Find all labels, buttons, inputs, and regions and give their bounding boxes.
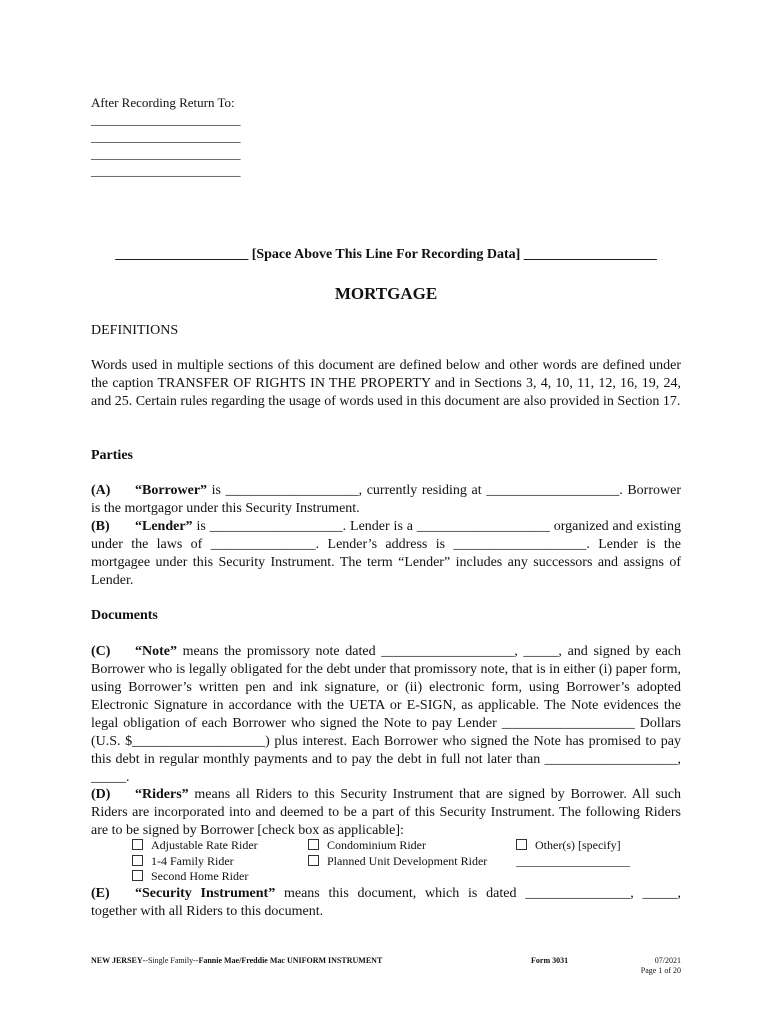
definition-term: “Lender”: [135, 519, 193, 534]
rider-option-condo[interactable]: Condominium Rider: [308, 838, 426, 854]
checkbox[interactable]: [516, 839, 527, 850]
footer-family: --Single Family--: [142, 956, 199, 965]
footer-page-number: Page 1 of 20: [640, 966, 681, 975]
definition-e: [91, 885, 681, 921]
definition-text: is ___________________, currently residing at ___________________. Borrower is the mortgagor under this Security Instrument.: [91, 483, 681, 516]
definitions-heading: DEFINITIONS: [91, 323, 179, 338]
checkbox[interactable]: [132, 855, 143, 866]
definition-text: means all Riders to this Security Instrument that are signed by Borrower. All such Riders are incorporated into and deemed to be a part of this Security Instrument. The following Riders are to be signed by Borrower [check box as applicable]:: [91, 787, 681, 838]
footer-date: 07/2021: [654, 956, 681, 965]
definition-b: [91, 518, 681, 590]
rider-other-line: ___________________: [516, 853, 630, 868]
documents-heading: Documents: [91, 608, 158, 623]
definition-a: [91, 482, 681, 518]
checkbox[interactable]: [132, 870, 143, 881]
return-to-label: After Recording Return To:: [91, 95, 235, 110]
return-to-line: _______________________: [91, 129, 241, 144]
definition-text: means the promissory note dated ___________________, _____, and signed by each Borrower who is legally obligated for the debt under that promissory note, that is in either (i) paper form, using Borrower’s written pen and ink signature, or (ii) electronic form, using Borrower’s adopted Electronic Signature in accordance with the UETA or E-SIGN, as applicable. The Note evidences the legal obligation of each Borrower who signed the Note to pay Lender ___________________ Dollars (U.S. $___________________) plus interest. Each Borrower who signed the Note has promised to pay this debt in regular monthly payments and to pay the debt in full not later than ___________________, _____.: [91, 644, 681, 785]
definition-label: (A): [91, 483, 111, 498]
definition-label: (E): [91, 886, 110, 901]
rider-option-adjustable[interactable]: Adjustable Rate Rider: [132, 838, 258, 854]
recording-data-line: ___________________ [Space Above This Line For Recording Data] ___________________: [115, 247, 657, 262]
definition-term: “Note”: [135, 644, 177, 659]
rider-option-other[interactable]: Other(s) [specify]: [516, 838, 621, 854]
footer-instrument: Fannie Mae/Freddie Mac UNIFORM INSTRUMENT: [198, 956, 383, 965]
document-title: MORTGAGE: [334, 284, 438, 303]
definition-term: “Riders”: [135, 787, 189, 802]
definition-label: (C): [91, 644, 111, 659]
checkbox[interactable]: [308, 839, 319, 850]
definition-term: “Security Instrument”: [135, 886, 276, 901]
return-to-line: _______________________: [91, 112, 241, 127]
definition-label: (B): [91, 519, 110, 534]
footer-state: NEW JERSEY: [91, 956, 143, 965]
return-to-line: _______________________: [91, 163, 241, 178]
parties-heading: Parties: [91, 448, 133, 463]
rider-option-family[interactable]: 1-4 Family Rider: [132, 854, 234, 870]
footer-form-number: Form 3031: [531, 956, 569, 965]
rider-option-second-home[interactable]: Second Home Rider: [132, 869, 248, 885]
return-to-line: _______________________: [91, 146, 241, 161]
rider-option-pud[interactable]: Planned Unit Development Rider: [308, 854, 487, 870]
definition-d: [91, 786, 681, 840]
definition-label: (D): [91, 787, 111, 802]
definition-text: means this document, which is dated _______________, _____, together with all Riders to this document.: [91, 886, 681, 919]
return-to-block: [91, 94, 681, 179]
checkbox[interactable]: [308, 855, 319, 866]
definition-c: [91, 643, 681, 787]
checkbox[interactable]: [132, 839, 143, 850]
definition-term: “Borrower”: [135, 483, 208, 498]
intro-paragraph: Words used in multiple sections of this document are defined below and other words are defined under the caption TRANSFER OF RIGHTS IN THE PROPERTY and in Sections 3, 4, 10, 11, 12, 16, 19, 24, and 25. Certain rules regarding the usage of words used in this document are also provided in Section 17.: [91, 358, 681, 409]
definition-text: is ___________________. Lender is a ___________________ organized and existing under the laws of _______________. Lender’s address is ___________________. Lender is the mortgagee under this Security Instrument. The term “Lender” includes any successors and assigns of Lender.: [91, 519, 681, 588]
